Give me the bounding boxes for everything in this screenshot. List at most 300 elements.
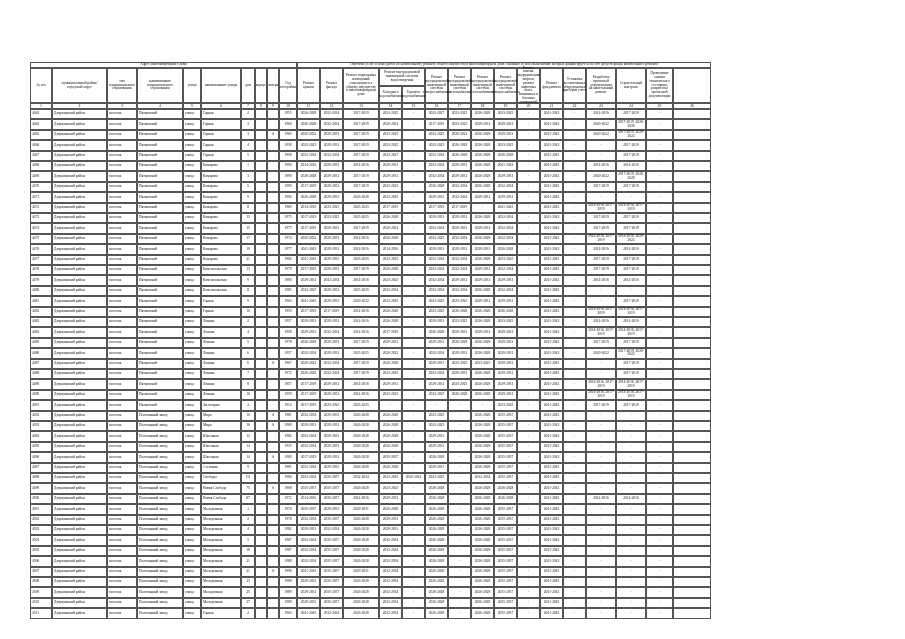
table-cell: - [563,504,586,514]
table-cell: 2029-2031 [379,515,402,525]
table-cell: 2023-2025 [320,203,343,213]
table-cell: 2014-2016 [297,161,320,171]
table-cell: 4478 [30,265,52,275]
table-cell: Дзержинский район [52,473,107,483]
table-cell: - [563,494,586,504]
table-cell: Дзержинский район [52,379,107,389]
table-cell: улица [183,223,201,233]
table-cell: - [586,151,616,161]
table-cell: поселок [107,587,137,597]
table-cell: - [646,234,673,244]
table-cell: 17 [241,234,255,244]
table-cell: 2035-2037 [320,567,343,577]
table-cell: 2032-2034 [425,348,448,358]
table-cell: - [616,483,646,493]
table-cell: 2041-2043 [494,203,517,213]
table-cell: 2029-2031 [471,223,494,233]
table-cell: улица [183,171,201,181]
table-cell: - [563,265,586,275]
table-cell: 1984 [279,473,297,483]
table-cell: Полотняный завод [137,421,183,431]
table-cell: 2014-2016, 2017-2019 [616,307,646,317]
table-cell: 2029-2031 [448,223,471,233]
table-cell: - [646,244,673,254]
table-cell: - [517,338,540,348]
table-cell: - [517,369,540,379]
table-cell: 1982 [279,255,297,265]
table-cell: 2032-2034 [379,286,402,296]
table-cell: 2014-2016, 2017-2019 [616,390,646,400]
table-cell: - [563,244,586,254]
table-cell: 2026-2028 [343,515,379,525]
column-header: улица [183,68,201,103]
table-cell: 2032-2034 [425,275,448,285]
table-cell: Комарова [201,171,241,181]
table-cell: - [517,577,540,587]
table-cell: - [586,369,616,379]
table-cell: 2032-2034 [425,223,448,233]
table-cell: улица [183,587,201,597]
table-cell: 2035-2037 [297,483,320,493]
table-cell: поселок [107,494,137,504]
table-cell: Полотняный завод [137,556,183,566]
table-cell: 2041-2043 [540,442,563,452]
table-cell: Дзержинский район [52,608,107,618]
table-cell: улица [183,119,201,129]
table-cell: поселок [107,431,137,441]
table-cell: - [517,504,540,514]
table-cell: - [616,504,646,514]
table-cell: 2041-2043 [540,119,563,129]
table-cell: 2035-2037 [494,504,517,514]
table-cell: 1914 [279,400,297,410]
column-number: 10 [279,103,297,109]
table-cell: Полотняный завод [137,463,183,473]
column-number: 6 [201,103,241,109]
table-cell: - [402,275,425,285]
table-cell: 2032-2034 [297,348,320,358]
table-cell: 1955 [279,442,297,452]
table-cell: - [563,151,586,161]
table-cell: - [448,598,471,608]
table-cell: 21 [241,255,255,265]
table-cell: поселок [107,275,137,285]
table-cell: 2041-2043 [297,244,320,254]
table-cell: 2017-2019 [586,213,616,223]
table-cell: 2029-2031 [320,431,343,441]
table-cell: Дзержинский район [52,140,107,150]
table-cell: 2023-2025 [343,400,379,410]
table-cell: 2032-2034 [448,286,471,296]
table-cell: улица [183,473,201,483]
table-cell: - [563,171,586,181]
table-cell: Ленина [201,338,241,348]
table-cell [267,307,279,317]
table-cell: - [646,535,673,545]
table-cell: улица [183,255,201,265]
table-cell: 23 [241,577,255,587]
table-cell: 2023-2025 [343,213,379,223]
table-cell: 2041-2043 [540,203,563,213]
table-cell: 2029-2031 [343,504,379,514]
table-cell: 4 [241,525,255,535]
table-cell: 2026-2028 [425,577,448,587]
table-cell: - [616,546,646,556]
table-cell: Ленина [201,327,241,337]
table-cell: - [517,556,540,566]
table-cell: 2023-2025 [448,119,471,129]
table-cell: 2023-2025 [425,234,448,244]
table-cell: - [517,483,540,493]
table-cell: 2026-2028 [471,483,494,493]
table-cell: 4495 [30,442,52,452]
table-cell [673,203,711,213]
table-cell: 4500 [30,494,52,504]
table-cell: 2017-2019 [448,203,471,213]
table-cell: 2026-2028 [494,244,517,254]
table-cell: - [563,234,586,244]
table-cell: - [646,161,673,171]
table-cell: Дзержинский район [52,265,107,275]
table-cell [267,535,279,545]
table-cell: улица [183,296,201,306]
table-cell: - [402,494,425,504]
table-cell: 2026-2028 [379,307,402,317]
table-cell: - [646,483,673,493]
table-cell: 4490 [30,390,52,400]
table-cell: Дзержинский район [52,587,107,597]
table-cell: - [586,546,616,556]
table-cell: 2041-2043 [540,587,563,597]
table-cell: - [402,327,425,337]
table-cell: Пятковский [137,327,183,337]
table-cell: 2020-2022 [448,130,471,140]
table-cell [673,421,711,431]
table-cell: 2 [241,515,255,525]
table-cell: - [563,307,586,317]
table-cell: Дзержинский район [52,442,107,452]
table-cell: 2029-2031 [494,327,517,337]
table-cell: Молодежная [201,504,241,514]
table-cell: - [646,182,673,192]
table-cell: 2020-2022 [586,130,616,140]
table-cell: 2029-2031 [425,442,448,452]
table-cell: 2017-2019 [343,265,379,275]
table-cell: - [517,151,540,161]
table-cell: Комарова [201,223,241,233]
column-number: 12 [320,103,343,109]
table-cell: 2029-2031 [448,348,471,358]
table-cell: 1975 [279,213,297,223]
table-cell: 2041-2043 [540,307,563,317]
column-header: дом [241,68,255,103]
table-cell: - [379,400,402,410]
table-cell: 2026-2028 [471,182,494,192]
table-cell [255,411,267,421]
table-cell: 2029-2031 [425,213,448,223]
table-cell: Дзержинский район [52,223,107,233]
table-cell: - [563,546,586,556]
table-cell: 2026-2028 [448,140,471,150]
table-cell: 2029-2031 [494,338,517,348]
table-cell: - [646,130,673,140]
table-cell: поселок [107,286,137,296]
table-cell: - [646,411,673,421]
table-cell: - [517,473,540,483]
table-cell [267,109,279,119]
table-cell: Ленина [201,390,241,400]
table-cell: поселок [107,244,137,254]
table-cell [255,317,267,327]
table-cell: А [267,421,279,431]
table-cell: - [563,577,586,587]
table-cell: 2032-2034 [379,608,402,618]
table-cell: 2041-2043 [540,265,563,275]
address-group-header: Адрес многоквартирного дома [30,62,297,68]
table-cell: улица [183,452,201,462]
table-cell: - [517,255,540,265]
table-cell: 2041-2043 [540,504,563,514]
column-header: Холодного водоснабжения [379,86,402,103]
table-cell: 2029-2031 [425,338,448,348]
table-cell: 7 [241,369,255,379]
table-cell: 1981 [279,411,297,421]
table-cell: Горная [201,109,241,119]
table-cell: поселок [107,598,137,608]
table-cell: 2026-2028 [425,567,448,577]
table-cell: Дзержинский район [52,171,107,181]
column-header: Ремонт внутридомовой инженерной системы теплоснабжения [448,68,471,103]
table-cell: 1972 [279,494,297,504]
table-cell: 2017-2019 [343,338,379,348]
table-cell: - [517,359,540,369]
table-cell: 1967 [279,359,297,369]
table-cell: - [471,400,494,410]
table-cell: 2026-2028 [343,556,379,566]
table-cell: улица [183,192,201,202]
table-cell: 2026-2028 [297,109,320,119]
table-cell: 2014-2016 [343,244,379,254]
table-cell: 2026-2028 [471,556,494,566]
table-cell: 4464 [30,119,52,129]
table-cell: Полотняный завод [137,577,183,587]
table-cell: 4480 [30,286,52,296]
table-cell: - [402,442,425,452]
table-cell: 16 [241,421,255,431]
table-cell: Новая Слобода [201,483,241,493]
table-cell: 2026-2028 [471,411,494,421]
table-cell: 2041-2043 [297,296,320,306]
table-cell: 4472 [30,203,52,213]
table-cell: Дзержинский район [52,369,107,379]
table-cell: - [563,525,586,535]
table-cell: 2035-2037 [320,483,343,493]
table-cell: 2041-2043 [540,608,563,618]
table-cell: 8 [241,379,255,389]
table-cell [255,296,267,306]
table-cell: 2026-2028 [471,442,494,452]
table-cell: 1988 [279,556,297,566]
table-cell [673,244,711,254]
table-cell: 2020-2022 [297,234,320,244]
table-cell: 2023-2025 [425,130,448,140]
table-cell: - [646,400,673,410]
table-cell: - [402,296,425,306]
table-cell [267,338,279,348]
table-cell: 2041-2043 [540,400,563,410]
table-cell: 2023-2025 [343,348,379,358]
table-cell: 2029-2031 [379,525,402,535]
table-cell: 2026-2028 [297,192,320,202]
table-cell: 9 [241,463,255,473]
table-cell: 21 [241,556,255,566]
table-cell: 2017-2019 [297,400,320,410]
table-cell: 4 [241,327,255,337]
table-cell: - [586,359,616,369]
table-cell: 2017-2019 [616,213,646,223]
table-cell: поселок [107,556,137,566]
table-cell [673,265,711,275]
table-cell: - [646,473,673,483]
column-header: Ремонт крыши [297,68,320,103]
table-cell: 2041-2043 [297,255,320,265]
table-cell [673,182,711,192]
column-number: 23 [586,103,616,109]
table-cell: - [563,411,586,421]
table-cell: Пятковский [137,203,183,213]
table-cell: 2032-2034 [320,327,343,337]
table-cell [267,140,279,150]
table-cell: 1982 [279,525,297,535]
table-cell: 1988 [279,577,297,587]
table-cell: - [517,515,540,525]
table-cell: - [646,151,673,161]
table-cell: 2032-2034 [379,535,402,545]
table-cell [255,494,267,504]
table-cell: - [646,608,673,618]
table-cell: 2032-2034 [320,119,343,129]
table-cell: 2017-2019, 2026-2028 [616,171,646,181]
table-cell: Горная [201,119,241,129]
table-cell: 2041-2043 [540,151,563,161]
table-cell: Дзержинский район [52,421,107,431]
table-cell: Дзержинский район [52,119,107,129]
table-cell: 2023-2025 [343,255,379,265]
table-cell: 2035-2037 [494,411,517,421]
table-cell: 2029-2031 [448,213,471,223]
table-cell: Комсомольская [201,286,241,296]
table-cell: улица [183,140,201,150]
table-cell: 2017-2019, 2020-2022 [616,348,646,358]
table-cell: 4482 [30,307,52,317]
table-cell: 2026-2028 [471,255,494,265]
table-cell: 1958 [279,327,297,337]
table-cell: Дзержинский район [52,567,107,577]
table-cell [673,535,711,545]
table-cell: поселок [107,483,137,493]
table-cell: 2014-2016 [343,317,379,327]
table-cell: - [586,577,616,587]
table-cell: 2017-2019 [297,223,320,233]
column-number: 14 [379,103,402,109]
table-cell: 2029-2031 [494,171,517,181]
table-cell: 2032-2034 [297,515,320,525]
table-cell: 2029-2031 [320,182,343,192]
table-cell: 2020-2022 [586,119,616,129]
column-header: тип муниципального образования [107,68,137,103]
table-cell: 2041-2043 [494,161,517,171]
table-cell: - [402,546,425,556]
table-cell [673,442,711,452]
table-cell: - [646,515,673,525]
table-cell [255,535,267,545]
table-cell: - [563,452,586,462]
table-cell: улица [183,182,201,192]
table-cell: поселок [107,223,137,233]
table-cell: - [448,535,471,545]
table-cell: - [563,203,586,213]
table-cell: Полотняный завод [137,515,183,525]
table-cell: 2041-2043 [540,348,563,358]
table-cell: Дзержинский район [52,556,107,566]
table-cell: 2029-2031 [297,327,320,337]
table-cell: 2026-2028 [471,567,494,577]
table-cell: 2032-2034 [494,234,517,244]
table-cell: 14 [241,452,255,462]
table-cell: 2035-2037 [320,515,343,525]
table-cell: 2014-2016 [586,161,616,171]
table-cell: 2023-2025 [448,296,471,306]
table-cell: 2035-2037 [494,587,517,597]
table-cell: 4471 [30,192,52,202]
table-cell: 1 [241,504,255,514]
table-cell [255,556,267,566]
table-cell: 2 [241,317,255,327]
table-cell: 2041-2043 [540,421,563,431]
table-cell: поселок [107,255,137,265]
table-cell [673,546,711,556]
table-cell [267,317,279,327]
table-cell: 1990 [279,161,297,171]
table-cell: 2032-2034 [425,161,448,171]
table-cell: 4484 [30,327,52,337]
table-cell: 2023-2025 [343,203,379,213]
table-cell [255,130,267,140]
table-cell: 2041-2043 [540,577,563,587]
table-cell: 2029-2031 [494,275,517,285]
table-cell: поселок [107,577,137,587]
table-cell: Дзержинский район [52,348,107,358]
table-cell: Пятковский [137,109,183,119]
table-cell: 2026-2028 [425,515,448,525]
table-cell: - [448,442,471,452]
table-cell: 2029-2031 [494,348,517,358]
table-cell: поселок [107,161,137,171]
table-cell: - [402,203,425,213]
table-cell: - [646,421,673,431]
table-cell: 2023-2025 [379,109,402,119]
table-cell: - [402,359,425,369]
table-cell [255,171,267,181]
table-cell: 2029-2031 [320,338,343,348]
table-cell [255,109,267,119]
table-cell: - [517,442,540,452]
table-cell: - [646,431,673,441]
table-cell: - [402,379,425,389]
table-cell: Ленина [201,369,241,379]
table-cell: - [586,598,616,608]
table-cell: 2035-2037 [320,494,343,504]
